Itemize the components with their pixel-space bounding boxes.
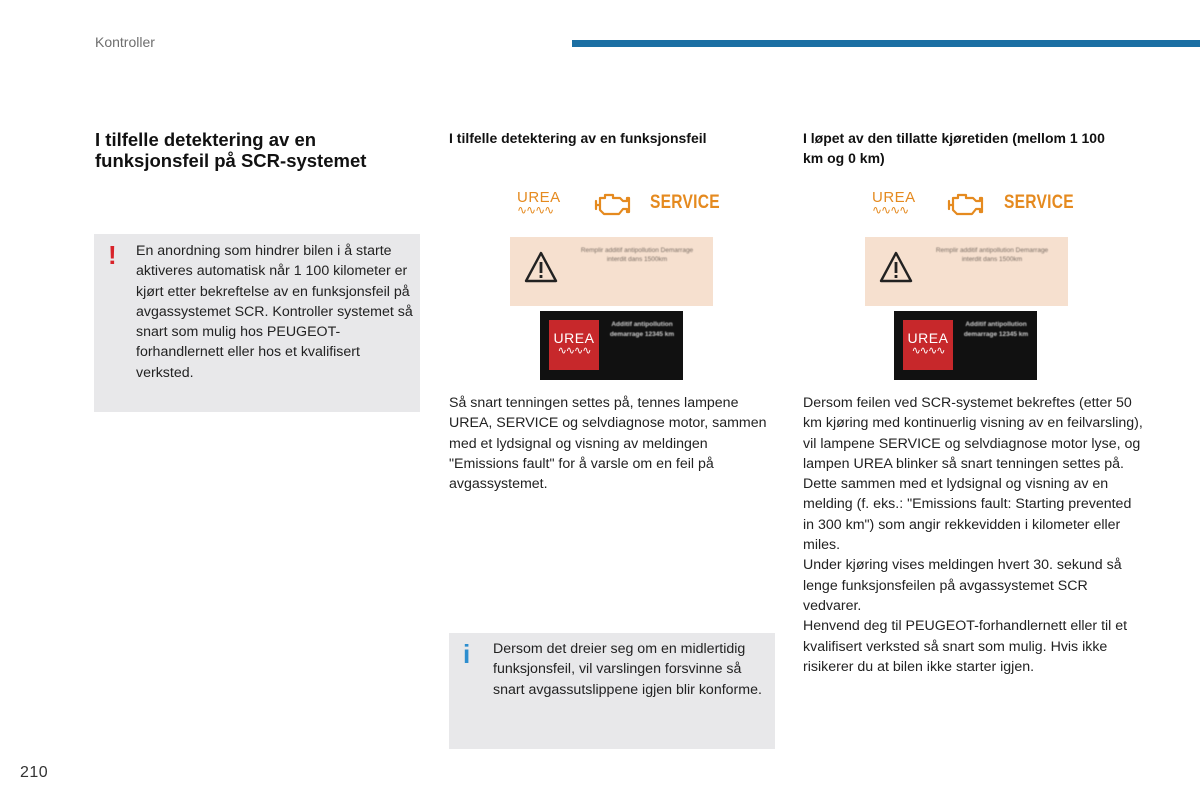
urea-display-label: UREA (907, 330, 949, 346)
urea-lamp-waves: ∿∿∿∿ (517, 203, 554, 217)
body-paragraph: Under kjøring vises meldingen hvert 30. sekund så lenge funksjonsfeilen på avgassystemet SCR vedvarer. (803, 557, 1122, 614)
urea-display-waves: ∿∿∿∿ (911, 345, 945, 357)
info-icon: i (463, 639, 471, 669)
header-accent-bar (572, 40, 1200, 47)
body-paragraph: Dersom feilen ved SCR-systemet bekreftes (etter 50 km kjøring med kontinuerlig visning av en feilvarsling), vil lampene SERVICE og selvdiagnose motor lyse, og lampen UREA blinker så snart tenningen settes på. Dette sammen med et lydsignal og visning av en melding (f. eks.: "Emissions fault: Starting prevented in 300 km") som angir rekkevidden i kilometer eller miles. (803, 395, 1143, 554)
instrument-display-light (865, 237, 1068, 306)
warning-triangle-icon (524, 251, 558, 283)
section-title: I tilfelle detektering av en funksjonsfeil på SCR-systemet (95, 129, 367, 171)
subheading-detection: I tilfelle detektering av en funksjonsfeil (449, 130, 707, 146)
urea-display-waves: ∿∿∿∿ (557, 345, 591, 357)
warning-triangle-icon (879, 251, 913, 283)
engine-check-icon (593, 189, 633, 224)
instrument-display-dark (540, 311, 683, 380)
body-paragraph: Henvend deg til PEUGEOT-forhandlernett eller til et kvalifisert verksted så snart som mulig. Hvis ikke risikerer du at bilen ikke starter igjen. (803, 618, 1128, 675)
display-message: Additif antipollution demarrage 12345 km (963, 321, 1029, 338)
warning-note-text: En anordning som hindrer bilen i å starte aktiveres automatisk når 1 100 kilometer er kjørt etter bekreftelse av en funksjonsfeil på avgassystemet SCR. Kontroller systemet så snart som mulig hos PEUGEOT-forhandlernett eller hos et kvalifisert verksted. (136, 243, 413, 381)
urea-display-icon (549, 320, 599, 370)
section-label: Kontroller (95, 34, 155, 50)
instrument-display-light (510, 237, 713, 306)
body-text-block (803, 393, 1143, 677)
instrument-display-dark (894, 311, 1037, 380)
urea-lamp-label: UREA (517, 189, 561, 206)
body-paragraph: Så snart tenningen settes på, tennes lampene UREA, SERVICE og selvdiagnose motor, sammen med et lydsignal og visning av meldingen "Emissions fault" for å varsle om en feil på avgassystemet. (449, 395, 767, 493)
service-lamp: SERVICE (1004, 192, 1074, 213)
display-message: Additif antipollution demarrage 12345 km (609, 321, 675, 338)
urea-display-label: UREA (553, 330, 595, 346)
urea-warning-lamp-icon (517, 191, 561, 215)
urea-lamp-label: UREA (872, 189, 916, 206)
exclamation-icon: ! (108, 240, 117, 270)
display-message: Remplir additif antipollution Demarrage interdit dans 1500km (935, 247, 1049, 263)
urea-display-icon (903, 320, 953, 370)
subheading-driving-period: I løpet av den tillatte kjøretiden (mellom 1 100 km og 0 km) (803, 130, 1105, 166)
info-note-text: Dersom det dreier seg om en midlertidig funksjonsfeil, vil varslingen forsvinne så snart avgassutslippene igjen blir konforme. (493, 641, 762, 698)
urea-lamp-waves: ∿∿∿∿ (872, 203, 909, 217)
page-number: 210 (20, 764, 49, 781)
urea-warning-lamp-icon (872, 191, 916, 215)
display-message: Remplir additif antipollution Demarrage interdit dans 1500km (580, 247, 694, 263)
service-lamp: SERVICE (650, 192, 720, 213)
engine-check-icon (946, 189, 986, 224)
